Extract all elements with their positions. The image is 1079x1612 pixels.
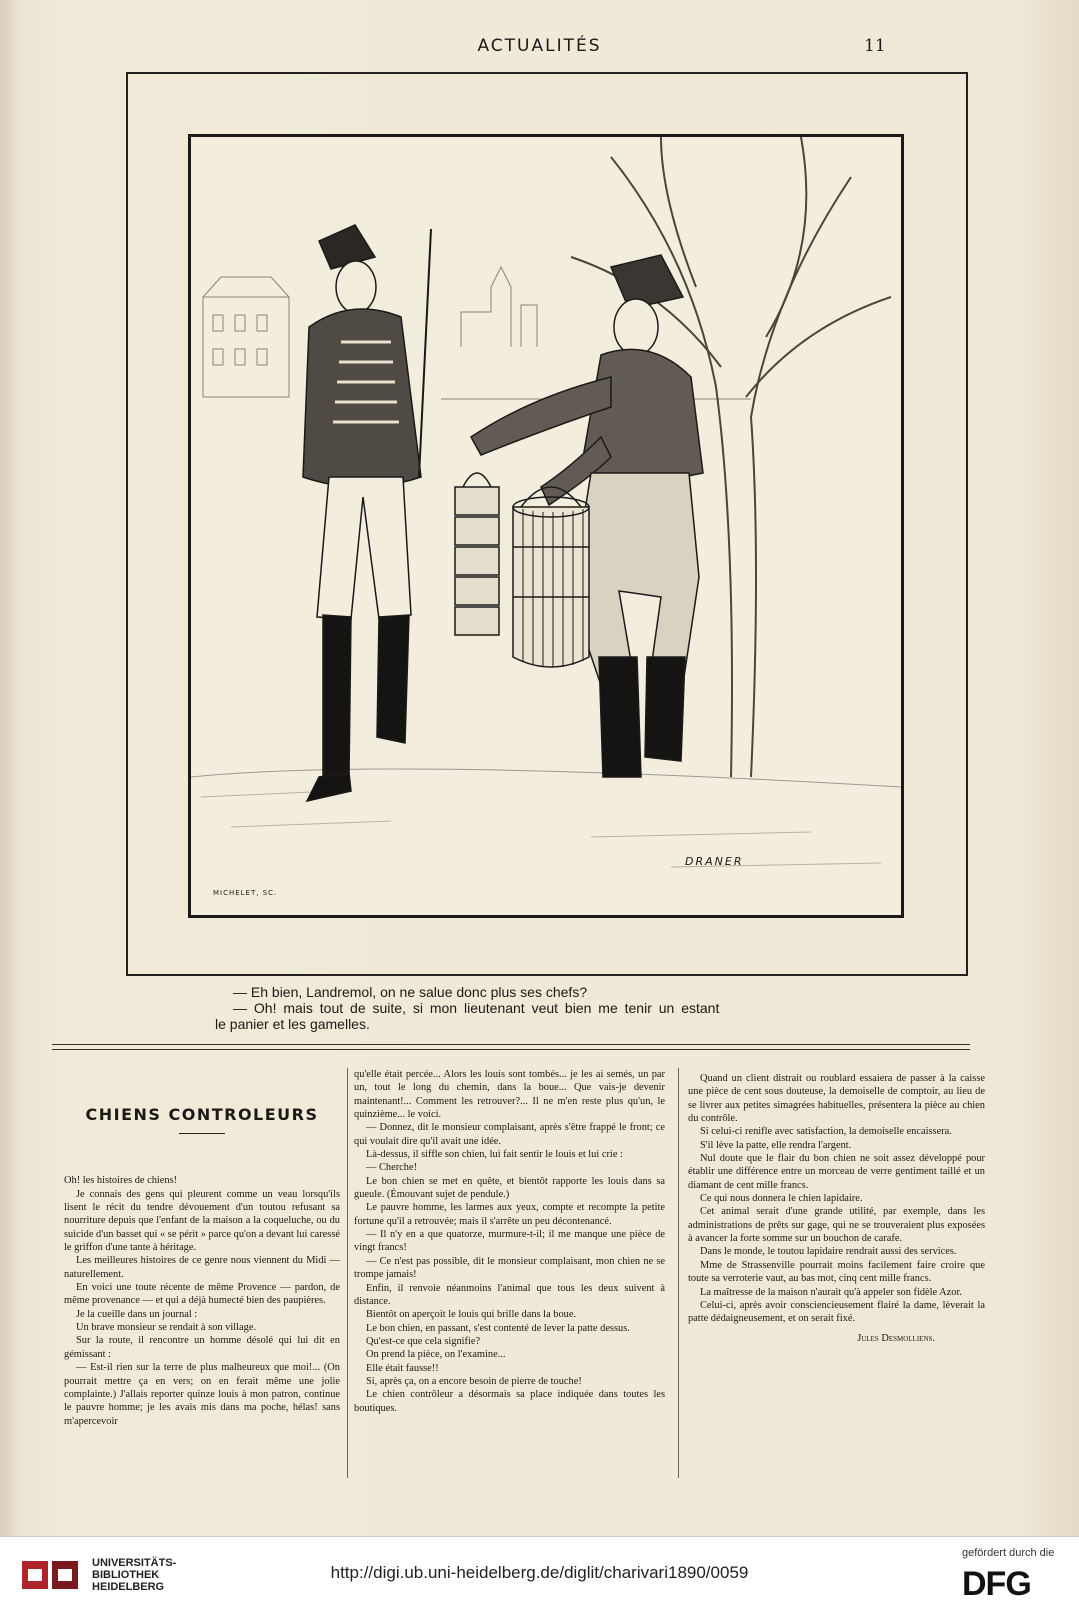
paragraph: Quand un client distrait ou roublard essaiera de passer à la caisse une pièce de cent sous douteuse, la demoiselle de comptoir, au lieu de se livrer aux petites simagrées habituelles, présentera la pièce au chien du contrôle. (688, 1073, 985, 1125)
paragraph: Dans le monde, le toutou lapidaire rendrait aussi des services. (700, 1246, 957, 1258)
paragraph: Si, après ça, on a encore besoin de pierre de touche! (366, 1375, 582, 1387)
illustration-caption (215, 984, 815, 1032)
funding-label: gefördert durch die (962, 1547, 1055, 1559)
paragraph: Un brave monsieur se rendait à son village. (76, 1322, 257, 1334)
running-head-title: ACTUALITÉS (477, 36, 602, 56)
paragraph: — Est-il rien sur la terre de plus malheureux que moi!... (On pourrait mettre ça en vers; on en ferait même une jolie complainte.) J'allais reporter quinze louis à mon patron, continue le pauvre homme; je les avais mis dans ma poche, hélas! sans m'apercevoir (64, 1362, 340, 1427)
paragraph: S'il lève la patte, elle rendra l'argent. (700, 1139, 852, 1151)
caption-line-1: — Eh bien, Landremol, on ne salue donc plus ses chefs? (233, 984, 588, 1000)
paragraph: Le bon chien se met en quête, et bientôt rapporte les louis dans sa gueule. (Émouvant sujet de pendule.) (354, 1175, 665, 1201)
paragraph: Enfin, il renvoie néanmoins l'animal que tous les deux suivent à distance. (354, 1282, 665, 1307)
illustration (188, 134, 904, 918)
paragraph: On prend la pièce, on l'examine... (366, 1349, 506, 1361)
cartoon-drawing (191, 137, 901, 915)
paragraph: Oh! les histoires de chiens! (64, 1175, 178, 1187)
paragraph: — Il n'y en a que quatorze, murmure-t-il; il me manque une pièce de vingt francs! (354, 1229, 665, 1254)
paragraph: Ce qui nous donnera le chien lapidaire. (700, 1193, 863, 1205)
paragraph: — Ce n'est pas possible, dit le monsieur complaisant, mon chien ne se trompe jamais! (354, 1255, 665, 1281)
paragraph: Celui-ci, après avoir consciencieusement flairé la dame, lèverait la patte dédaigneusement, et on serait fixé. (688, 1299, 985, 1325)
paragraph: Le bon chien, en passant, s'est contenté de lever la patte dessus. (366, 1322, 630, 1334)
paragraph: Nul doute que le flair du bon chien ne soit assez développé pour établir une différence entre un morceau de verre gentiment taillé et un diamant de cent mille francs. (688, 1153, 985, 1191)
paragraph: Cet animal serait d'une grande utilité, par exemple, dans les administrations de prêts sur gage, qui ne se trouveraient plus exposées à avancer la forte somme sur un bouchon de carafe. (688, 1206, 985, 1245)
paragraph: Je connais des gens qui pleurent comme un veau lorsqu'ils lisent le récit du tendre dévouement d'un toutou refusant sa nourriture depuis que l'enfant de la maison a la coqueluche, ou du suicide d'un basset qui « se périt » parce qu'on a devant lui caressé le griffon d'une tante à héritage. (64, 1188, 340, 1254)
paragraph: qu'elle était percée... Alors les louis sont tombés... je les ai semés, un par un, tout le long du chemin, dans la boue... Que vais-je devenir maintenant!... Comment les retrouver?... Il ne m'en reste plus qu'un, le quinzième... le voici. (354, 1069, 665, 1121)
running-head (0, 36, 1079, 60)
library-name-line: HEIDELBERG (92, 1581, 165, 1593)
paragraph: Le chien contrôleur a désormais sa place indiquée dans toutes les boutiques. (354, 1389, 665, 1414)
paragraph: Je la cueille dans un journal : (76, 1308, 198, 1320)
library-name-line: UNIVERSITÄTS- (92, 1557, 177, 1569)
article-column-1 (64, 1070, 340, 1428)
paragraph: Là-dessus, il siffle son chien, lui fait sentir le louis et lui crie : (366, 1149, 623, 1161)
paragraph: Le pauvre homme, les larmes aux yeux, compte et recompte la petite fortune qu'il a retrouvée; mais il s'arrête un peu décontenancé. (354, 1202, 665, 1227)
library-footer (0, 1536, 1079, 1612)
paragraph: Mme de Strassenville pourrait moins facilement faire croire que toute sa verroterie vaut, au bas mot, cinq cent mille francs. (688, 1259, 985, 1285)
paragraph: Qu'est-ce que cela signifie? (366, 1335, 481, 1347)
paragraph: La maîtresse de la maison n'aurait qu'à appeler son fidèle Azor. (700, 1286, 962, 1298)
paragraph: Bientôt on aperçoit le louis qui brille dans la boue. (366, 1309, 577, 1321)
divider-rule (52, 1044, 970, 1045)
divider-rule (52, 1049, 970, 1050)
engraver-credit: MICHELET, SC. (213, 889, 278, 897)
permalink-url[interactable]: http://digi.ub.uni-heidelberg.de/diglit/charivari1890/0059 (330, 1563, 749, 1582)
paragraph: Les meilleures histoires de ce genre nous viennent du Midi — naturellement. (64, 1255, 340, 1280)
article-title: CHIENS CONTROLEURS (85, 1105, 319, 1124)
article-column-3 (688, 1072, 985, 1345)
artist-signature: DRANER (685, 855, 744, 868)
article-author: Jules Desmolliens. (857, 1332, 935, 1344)
dfg-logo[interactable]: DFG (962, 1565, 1031, 1603)
paragraph: En voici une toute récente de même Provence — pardon, de même provenance — et qui a déjà humecté bien des paupières. (64, 1282, 340, 1307)
caption-line-2: — Oh! mais tout de suite, si mon lieutenant veut bien me tenir un estant (233, 1000, 720, 1016)
article-column-2 (354, 1068, 665, 1415)
column-separator (347, 1068, 348, 1478)
paragraph: Sur la route, il rencontre un homme désolé qui lui dit en gémissant : (64, 1335, 340, 1360)
title-underline (179, 1133, 225, 1134)
page-number: 11 (864, 36, 886, 56)
paragraph: — Cherche! (366, 1162, 418, 1174)
paragraph: — Donnez, dit le monsieur complaisant, après s'être frappé le front; ce qui voulait dire qu'il avait une idée. (354, 1122, 665, 1147)
paragraph: Si celui-ci renifle avec satisfaction, la demoiselle encaissera. (700, 1126, 952, 1138)
paragraph: Elle était fausse!! (366, 1362, 439, 1374)
caption-line-3: le panier et les gamelles. (215, 1016, 370, 1032)
library-name-line: BIBLIOTHEK (92, 1569, 160, 1581)
column-separator (678, 1068, 679, 1478)
